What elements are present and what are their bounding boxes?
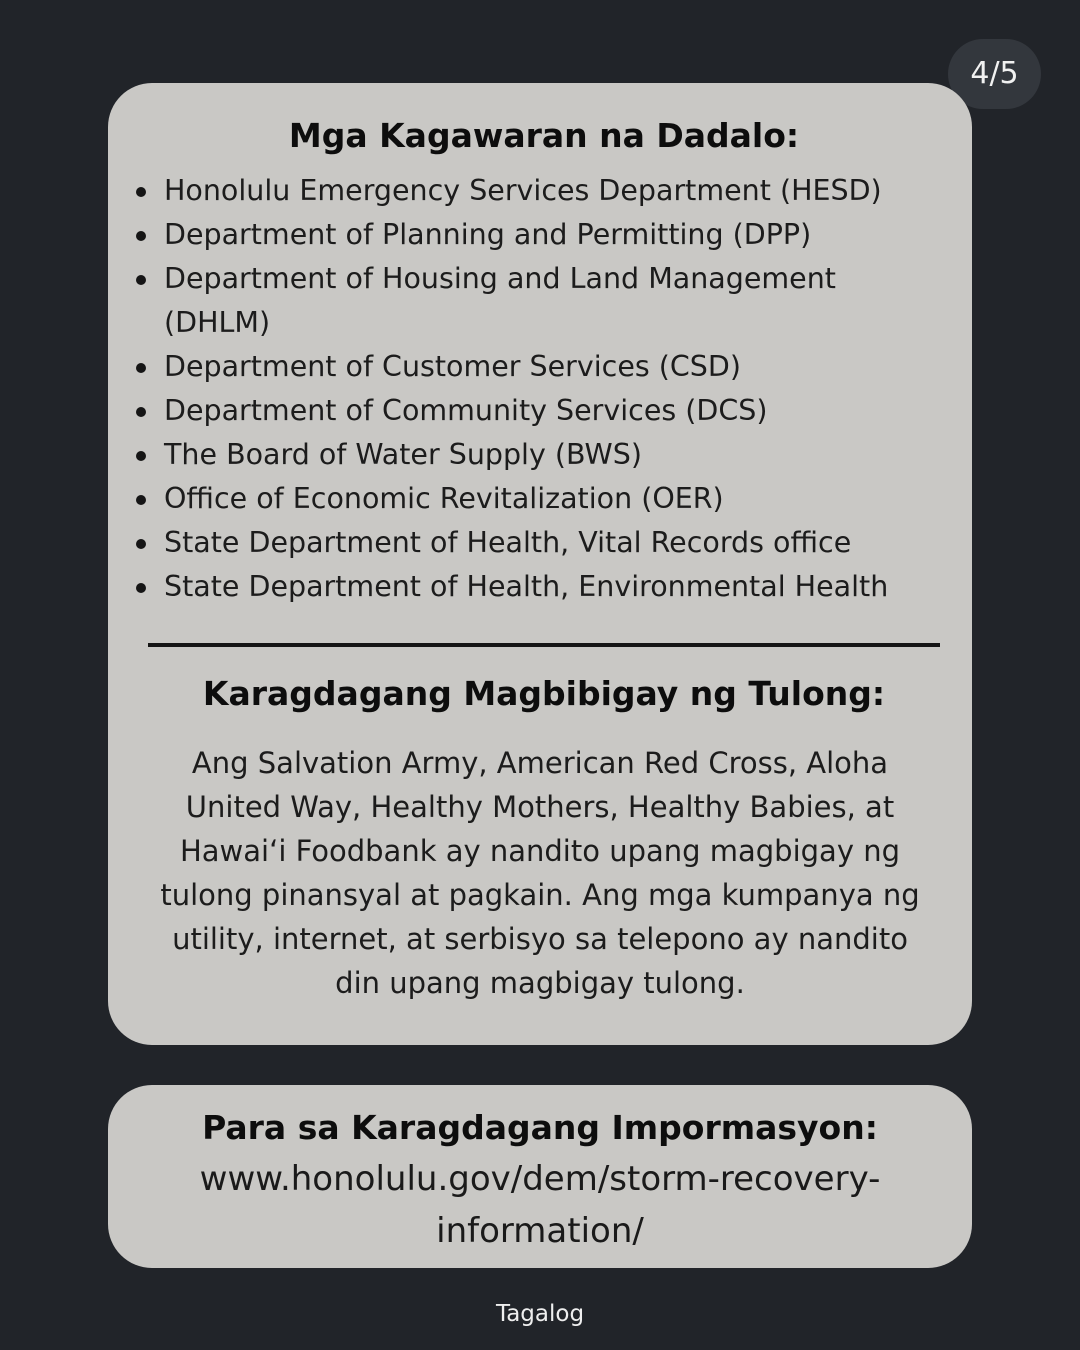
department-name: Department of Planning and Permitting (DPP) <box>164 218 812 251</box>
helpers-line: tulong pinansyal at pagkain. Ang mga kumpanya ng <box>160 878 920 912</box>
bullet-icon <box>136 451 146 461</box>
bullet-icon <box>136 539 146 549</box>
bullet-icon <box>136 363 146 373</box>
department-name: State Department of Health, Environmental Health <box>164 570 889 603</box>
department-name: State Department of Health, Vital Records office <box>164 526 852 559</box>
list-item <box>136 213 952 257</box>
department-name: The Board of Water Supply (BWS) <box>164 438 642 471</box>
departments-card <box>108 83 972 1045</box>
info-link[interactable] <box>170 1153 910 1257</box>
department-name: Office of Economic Revitalization (OER) <box>164 482 724 515</box>
helpers-line: utility, internet, at serbisyo sa telepono ay nandito <box>172 922 908 956</box>
section-divider <box>148 643 940 647</box>
list-item <box>136 521 952 565</box>
department-name: Honolulu Emergency Services Department (HESD) <box>164 174 882 207</box>
helpers-line: Hawai‘i Foodbank ay nandito upang magbigay ng <box>179 834 900 868</box>
bullet-icon <box>136 275 146 285</box>
info-title: Para sa Karagdagang Impormasyon: <box>202 1108 878 1147</box>
bullet-icon <box>136 583 146 593</box>
department-name: Department of Community Services (DCS) <box>164 394 768 427</box>
departments-title: Mga Kagawaran na Dadalo: <box>288 116 800 155</box>
helpers-description <box>136 741 944 1005</box>
bullet-icon <box>136 495 146 505</box>
department-name: Department of Customer Services (CSD) <box>164 350 741 383</box>
list-item <box>136 433 952 477</box>
helpers-line: din upang magbigay tulong. <box>335 966 745 1000</box>
list-item <box>136 345 952 389</box>
list-item <box>136 389 952 433</box>
department-name: Department of Housing and Land Management <box>164 262 836 295</box>
bullet-icon <box>136 231 146 241</box>
info-link-line2: information/ <box>436 1211 644 1251</box>
list-item <box>136 565 952 609</box>
helpers-title: Karagdagang Magbibigay ng Tulong: <box>202 674 886 713</box>
departments-list <box>136 169 952 609</box>
department-name-continued: (DHLM) <box>164 306 271 339</box>
info-card <box>108 1085 972 1268</box>
bullet-icon <box>136 407 146 417</box>
helpers-line: Ang Salvation Army, American Red Cross, Aloha <box>191 746 889 780</box>
language-label: Tagalog <box>495 1301 585 1327</box>
list-item <box>136 477 952 521</box>
bullet-icon <box>136 187 146 197</box>
list-item <box>136 169 952 213</box>
info-link-line1: www.honolulu.gov/dem/storm-recovery- <box>199 1159 881 1199</box>
page-indicator: 4/5 <box>948 39 1041 109</box>
list-item <box>136 257 952 345</box>
helpers-line: United Way, Healthy Mothers, Healthy Babies, at <box>185 790 895 824</box>
